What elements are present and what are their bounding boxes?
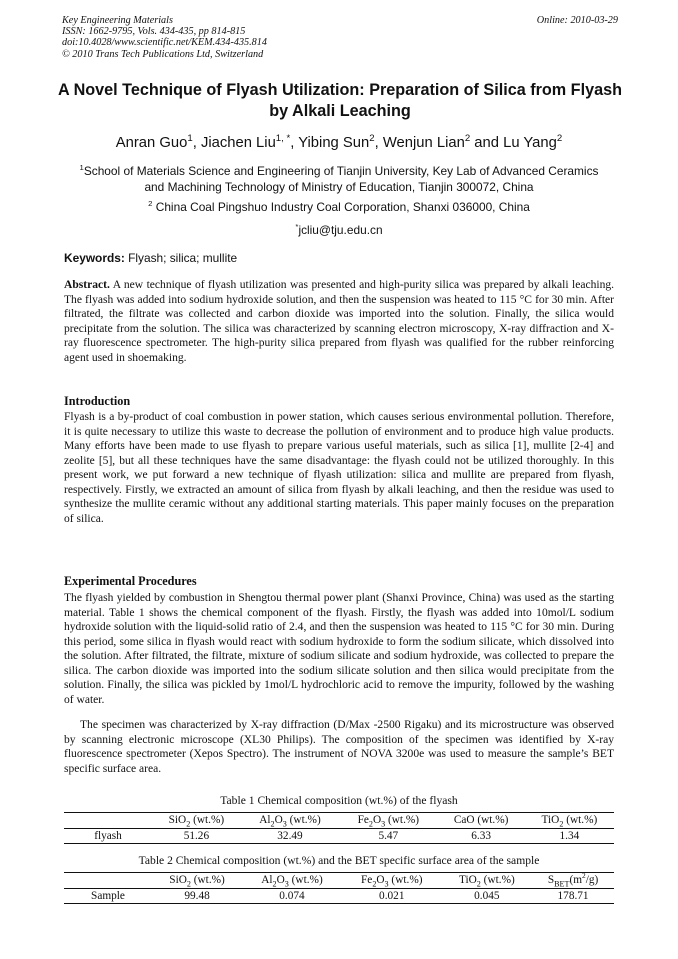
table-cell: 178.71 — [532, 888, 614, 904]
table-cell: 51.26 — [152, 828, 241, 844]
table-cell: 0.074 — [242, 888, 342, 904]
table-header-empty — [64, 813, 152, 829]
author-list — [40, 135, 638, 151]
table-header-cell: $Al_2O_3$ (wt.%) — [242, 873, 342, 889]
section-heading-experimental: Experimental Procedures — [64, 574, 197, 588]
table2-caption: Table 2 Chemical composition (wt.%) and the BET specific surface area of the sample — [138, 854, 540, 867]
paper-title: A Novel Technique of Flyash Utilization: Preparation of Silica from Flyash by Alkali Leaching — [58, 81, 622, 120]
table-cell: 1.34 — [525, 828, 614, 844]
section-heading-introduction: Introduction — [64, 394, 131, 408]
author: Jiachen Liu$^{1, *}$, — [200, 133, 299, 151]
experimental-paragraph-1: The flyash yielded by combustion in Shengtou thermal power plant (Shanxi Province, China) was used as the starting material. Table 1 shows the chemical component of the flyash. Firstly, the flyash was added into 10mol/L sodium hydroxide solution with the liquid-solid ratio of 2.4, and then the suspension was heated to 115 °C for 30 min. During this period, some silica in flyash would react with sodium hydroxide to form the sodium silicate, which dissolved into the solution. After filtrated, the filtrate, mixture of sodium silicate and sodium hydroxide, was collected to prepare the silica. The carbon dioxide was imported into the sodium silicate solution and then silica would precipitate from the solution. Finally, the silica was pickled by 1mol/L hydrochloric acid to remove the impurity, followed by the washing of water. — [64, 592, 614, 706]
table-header-cell: $Fe_2O_3$ (wt.%) — [339, 813, 437, 829]
copyright-line: © 2010 Trans Tech Publications Ltd, Switzerland — [62, 48, 264, 60]
table-row — [64, 888, 614, 904]
experimental-paragraph-2: The specimen was characterized by X-ray diffraction (D/Max -2500 Rigaku) and its microstructure was observed by scanning electronic microscope (XL30 Philips). The composition of the specimen was identified by X-ray fluorescence spectrometer (Xepos Spectro). The instrument of NOVA 3200e was used to measure the sample’s BET specific surface area. — [64, 719, 614, 775]
introduction-text: Flyash is a by-product of coal combustion in power station, which causes serious environmental pollution. Therefore, it is quite necessary to utilize this waste to decrease the pollution of environment and to produce high value products. Many efforts have been made to use flyash to prepare various useful materials, such as silica [1], mullite [2-4] and zeolite [5], but all these techniques have the same disadvantage: the flyash could not be utilized thoroughly. In this present work, we put forward a new technique of flyash utilization: silica and mullite are prepared from flyash, respectively. Firstly, we extracted an amount of silica from flyash by alkali leaching, and then the residue was used to synthesize the mullite ceramic without any additional starting materials. This paper mainly focuses on the preparation of silica. — [64, 411, 614, 525]
author: Anran Guo$^1$, — [115, 133, 201, 151]
table-row — [64, 828, 614, 844]
journal-name: Key Engineering Materials — [62, 15, 173, 26]
table2 — [64, 872, 614, 904]
row-label: Sample — [64, 888, 152, 904]
abstract: Abstract. A new technique of flyash utilization was presented and high-purity silica was prepared by alkali leaching. The flyash was added into sodium hydroxide solution, and then the suspension was heated to 115 °C for 30 min. After filtrated, the filtrate was collected and carbon dioxide was imported into the solution. Finally, the silica would precipitate from the solution. The silica was characterized by scanning electron microscopy, X-ray diffraction and X-ray fluorescence spectrometer. The high-purity silica prepared from flyash was qualified for the rubber reinforcing agent used in shoemaking. — [64, 279, 615, 364]
table-header-cell: SiO$_2$ (wt.%) — [152, 873, 242, 889]
table-header-cell: $Fe_2O_3$ (wt.%) — [342, 873, 442, 889]
row-label: flyash — [64, 828, 152, 844]
corresponding-email: *jcliu@tju.edu.cn — [295, 222, 383, 237]
keywords: Keywords: Flyash; silica; mullite — [64, 251, 238, 265]
table-header-cell: $S_{BET}(m^2/g)$ — [532, 873, 614, 889]
table-header-cell: TiO$_2$ (wt.%) — [525, 813, 614, 829]
journal-header — [62, 15, 618, 60]
table-cell: 0.021 — [342, 888, 442, 904]
table1-caption: Table 1 Chemical composition (wt.%) of the flyash — [220, 794, 458, 807]
table-header-row — [64, 873, 614, 889]
table-cell: 32.49 — [241, 828, 339, 844]
author: Yibing Sun$^2$, — [298, 133, 383, 151]
table1 — [64, 812, 614, 844]
table-cell: 6.33 — [438, 828, 525, 844]
affiliation-1: $^1$School of Materials Science and Engineering of Tianjin University, Key Lab of Advanced Ceramics and Machining Technology of Ministry of Education, Tianjin 300072, China — [79, 163, 599, 194]
table-header-empty — [64, 873, 152, 889]
affiliation-2: $^2$ China Coal Pingshuo Industry Coal Corporation, Shanxi 036000, China — [148, 199, 530, 214]
table-header-cell: TiO$_2$ (wt.%) — [442, 873, 532, 889]
doi-line: doi:10.4028/www.scientific.net/KEM.434-435.814 — [62, 37, 267, 49]
table-cell: 99.48 — [152, 888, 242, 904]
online-date: Online: 2010-03-29 — [536, 15, 618, 26]
table-header-row — [64, 813, 614, 829]
issn-line: ISSN: 1662-9795, Vols. 434-435, pp 814-815 — [62, 26, 246, 38]
table-header-cell: CaO (wt.%) — [438, 813, 525, 829]
author: Wenjun Lian$^2$ and — [382, 133, 504, 151]
table-header-cell: $Al_2O_3$ (wt.%) — [241, 813, 339, 829]
table-header-cell: SiO$_2$ (wt.%) — [152, 813, 241, 829]
author: Lu Yang$^2$ — [503, 133, 563, 151]
table-cell: 0.045 — [442, 888, 532, 904]
table-cell: 5.47 — [339, 828, 437, 844]
